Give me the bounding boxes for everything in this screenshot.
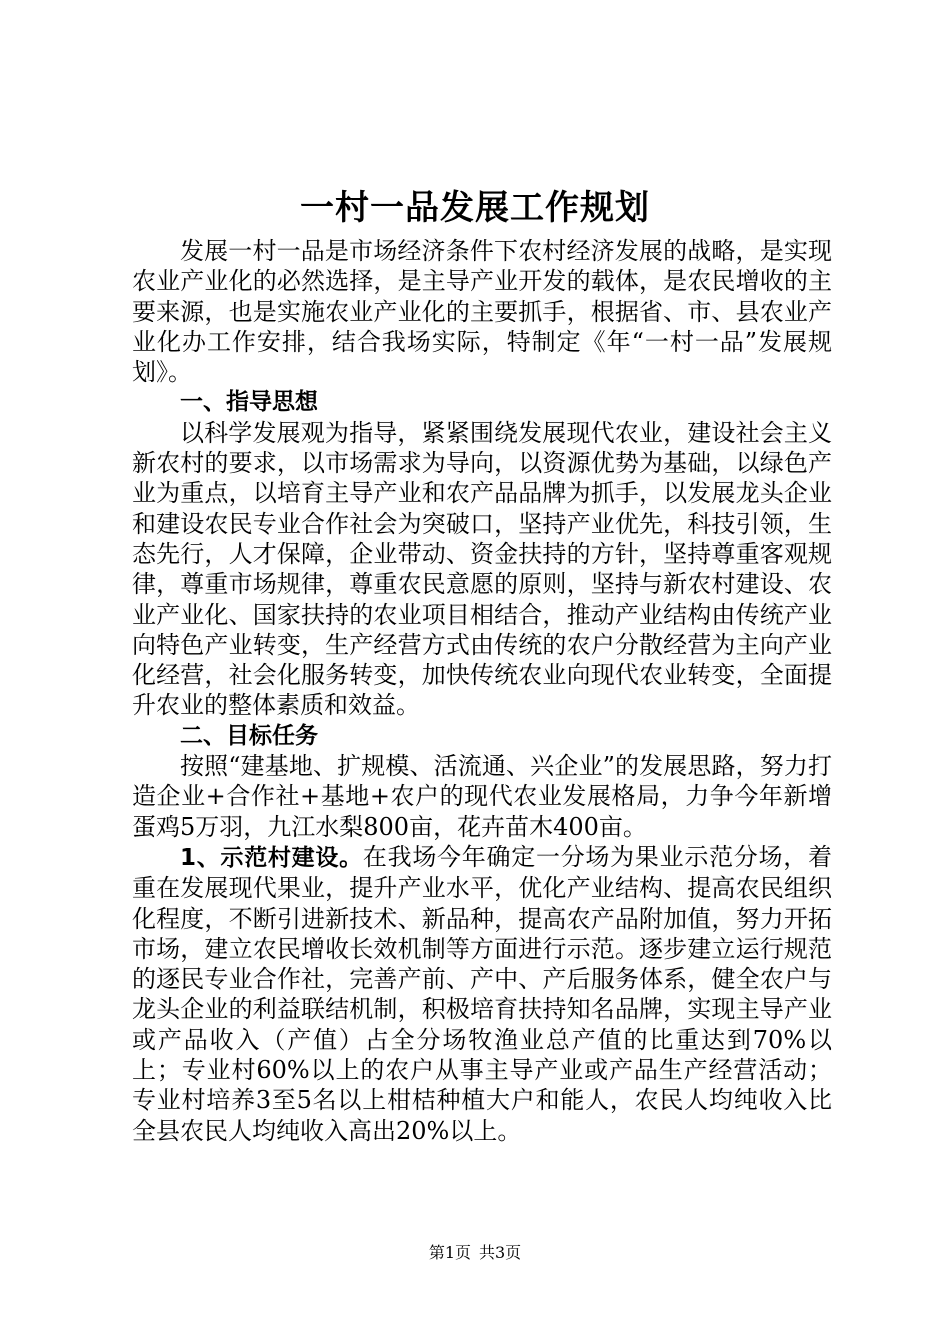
section-heading-goals: 二、目标任务 xyxy=(180,722,318,749)
section-paragraph-guiding-thought: 以科学发展观为指导，紧紧围绕发展现代农业，建设社会主义新农村的要求，以市场需求为导向，以资源优势为基础，以绿色产业为重点，以培育主导产业和农产品品牌为抓手，以发展龙头企业和建设农民专业合作社会为突破口，坚持产业优先，科技引领，生态先行，人才保障，企业带动、资金扶持的方针，坚持尊重客观规律，尊重市场规律，尊重农民意愿的原则，坚持与新农村建设、农业产业化、国家扶持的农业项目相结合，推动产业结构由传统产业向特色产业转变，生产经营方式由传统的农户分散经营为主向产业化经营，社会化服务转变，加快传统农业向现代农业转变，全面提升农业的整体素质和效益。 xyxy=(132,418,832,720)
demo-village-paragraph xyxy=(132,842,832,1146)
page-footer xyxy=(0,1243,950,1263)
page-number: 第1页 xyxy=(428,1243,471,1262)
section-heading-guiding-thought: 一、指导思想 xyxy=(180,389,318,416)
page-total: 共3页 xyxy=(479,1243,522,1262)
intro-paragraph: 发展一村一品是市场经济条件下农村经济发展的战略，是实现农业产业化的必然选择，是主导产业开发的载体，是农民增收的主要来源，也是实施农业产业化的主要抓手，根据省、市、县农业产业化办工作安排，结合我场实际，特制定《年“一村一品”发展规划》。 xyxy=(132,237,832,387)
demo-village-heading: 1、示范村建设。 xyxy=(180,844,363,871)
document-body xyxy=(132,236,832,1146)
document-title: 一村一品发展工作规划 xyxy=(300,188,650,228)
demo-village-text: 在我场今年确定一分场为果业示范分场，着重在发展现代果业，提升产业水平，优化产业结构、提高农民组织化程度，不断引进新技术、新品种，提高农产品附加值，努力开拓市场，建立农民增收长效机制等方面进行示范。逐步建立运行规范的逐民专业合作社，完善产前、产中、产后服务体系，健全农户与龙头企业的利益联结机制，积极培育扶持知名品牌，实现主导产业或产品收入（产值）占全分场牧渔业总产值的比重达到70%以上；专业村60%以上的农户从事主导产业或产品生产经营活动；专业村培养3至5名以上柑桔种植大户和能人，农民人均纯收入比全县农民人均纯收入高出20%以上。 xyxy=(132,842,833,1145)
section-paragraph-goals: 按照“建基地、扩规模、活流通、兴企业”的发展思路，努力打造企业+合作社+基地+农户的现代农业发展格局，力争今年新增蛋鸡5万羽，九江水梨800亩，花卉苗木400亩。 xyxy=(132,752,832,841)
